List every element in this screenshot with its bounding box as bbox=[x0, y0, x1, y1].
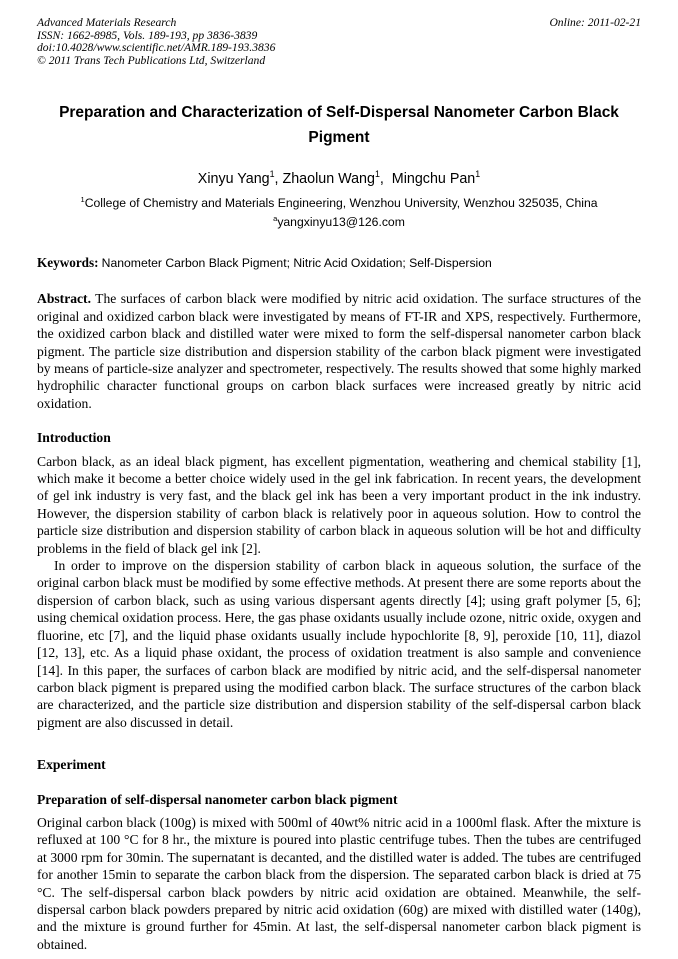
affiliation-mark: 1 bbox=[80, 195, 85, 205]
affiliation-text: College of Chemistry and Materials Engineering, Wenzhou University, Wenzhou 325035, China bbox=[84, 196, 598, 211]
keywords-value: Nanometer Carbon Black Pigment; Nitric Acid Oxidation; Self-Dispersion bbox=[101, 256, 492, 271]
journal-info-block bbox=[37, 17, 275, 67]
issn-line: ISSN: 1662-8985, Vols. 189-193, pp 3836-3839 bbox=[37, 28, 258, 42]
author-name: Xinyu Yang bbox=[197, 171, 270, 188]
email-mark: a bbox=[273, 214, 278, 224]
author-name: , Zhaolun Wang bbox=[274, 171, 375, 188]
experiment-paragraph: Original carbon black (100g) is mixed with 500ml of 40wt% nitric acid in a 1000ml flask. After the mixture is refluxed at 100 °C for 8 hr., the mixture is poured into plastic centrifuge tubes. Then the tubes are centrifuged at 3000 rpm for 30min. The supernatant is decanted, and the distilled water is added. The tubes are centrifuged for another 15min to separate the carbon black from the dispersion. The separated carbon black is dried at 75 °C. The self-dispersal carbon black powders by nitric acid oxidation are obtained. Meanwhile, the self-dispersal carbon black powders prepared by nitric acid oxidation (60g) are mixed with distilled water (140g), and the mixture is ground further for 45min. At last, the self-dispersal nanometer carbon black pigment is obtained. bbox=[37, 814, 641, 952]
section-heading-introduction: Introduction bbox=[37, 430, 111, 446]
author-affiliation-mark: 1 bbox=[269, 169, 275, 180]
intro-paragraph-2: In order to improve on the dispersion stability of carbon black in aqueous solution, the surface of the original carbon black must be modified by some effective methods. At present there are some reports about the dispersion of carbon black, such as using various dispersant agents directly [4]; using graft polymer [5, 6]; using chemical oxidation process. Here, the gas phase oxidants usually include ozone, nitric oxide, oxygen and fluorine, etc [7], and the liquid phase oxidants usually include hypochlorite [8, 9], peroxide [10, 11], diazol [12, 13], etc. As a liquid phase oxidant, the process of oxidation treatment is also sample and convenience [14]. In this paper, the surfaces of carbon black are modified by nitric acid, and the self-dispersal nanometer carbon black pigment is prepared using the modified carbon black. The surface structures of the carbon black are characterized, and the particle size distribution and dispersion stability of the self-dispersal carbon black pigment are also discussed in detail. bbox=[37, 558, 641, 730]
authors-line bbox=[37, 171, 641, 187]
abstract-text: The surfaces of carbon black were modified by nitric acid oxidation. The surface structures of the original and oxidized carbon black were investigated by means of FT-IR and XPS, respectively. Furthermore, the oxidized carbon black and distilled water were mixed to form the self-dispersal nanometer carbon black pigment. The particle size distribution and dispersion stability of the carbon black pigment were investigated by means of particle-size analyzer and spectrometer, respectively. The results showed that some highly marked hydrophilic character functional groups on carbon black surfaces were increased greatly by nitric acid oxidation. bbox=[37, 291, 641, 411]
subsection-heading-preparation: Preparation of self-dispersal nanometer carbon black pigment bbox=[37, 791, 398, 807]
author-affiliation-mark: 1 bbox=[475, 169, 481, 180]
author-name: , Mingchu Pan bbox=[379, 171, 476, 188]
author-affiliation-mark: 1 bbox=[374, 169, 380, 180]
journal-name: Advanced Materials Research bbox=[37, 16, 177, 29]
email-text: yangxinyu13@126.com bbox=[277, 215, 405, 230]
email-line bbox=[37, 215, 641, 229]
online-date: Online: 2011-02-21 bbox=[549, 16, 641, 29]
affiliation-line bbox=[37, 196, 641, 210]
abstract-label: Abstract. bbox=[37, 291, 91, 307]
keywords-label: Keywords: bbox=[37, 255, 99, 271]
copyright-line: © 2011 Trans Tech Publications Ltd, Switzerland bbox=[37, 53, 266, 67]
doi-line: doi:10.4028/www.scientific.net/AMR.189-193.3836 bbox=[37, 41, 276, 55]
paper-title: Preparation and Characterization of Self-Dispersal Nanometer Carbon Black Pigment bbox=[59, 104, 619, 147]
keywords-line bbox=[37, 255, 641, 271]
abstract-paragraph bbox=[37, 290, 641, 412]
page-header bbox=[37, 17, 641, 67]
intro-paragraph-1: Carbon black, as an ideal black pigment, has excellent pigmentation, weathering and chemical stability [1], which make it become a better choice widely used in the gel ink fabrication. In recent years, the development of gel ink industry is very fast, and the black gel ink has been a very important product in the ink industry. However, the dispersion stability of carbon black is relatively poor in aqueous solution. How to control the particle size distribution and dispersion stability of carbon black in aqueous solution will be hot and difficulty problems in the field of black gel ink [2]. bbox=[37, 453, 641, 556]
section-heading-experiment: Experiment bbox=[37, 757, 106, 773]
